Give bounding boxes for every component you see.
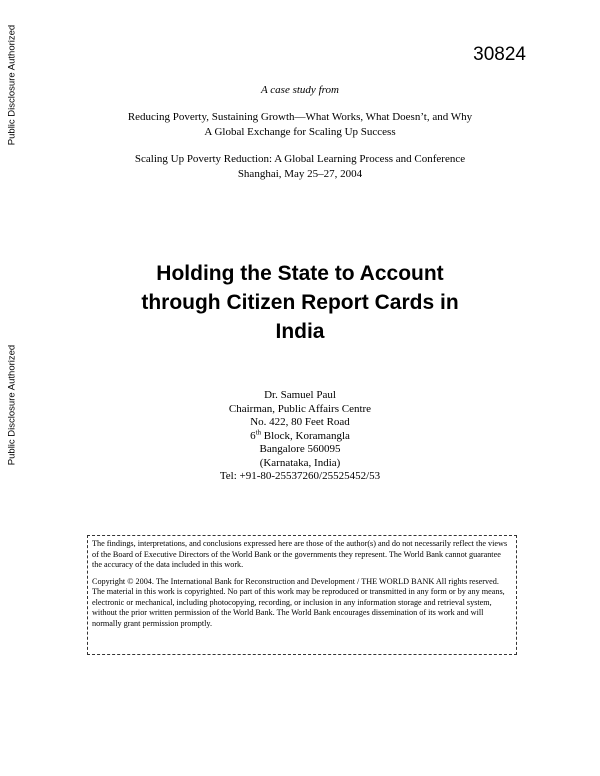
author-region: (Karnataka, India)	[259, 456, 341, 469]
title-line: Holding the State to Account	[156, 262, 444, 285]
title-line: through Citizen Report Cards in	[141, 291, 459, 314]
block-number: 6	[250, 429, 256, 442]
disclaimer-box	[87, 535, 517, 655]
document-number: 30824	[473, 44, 526, 65]
block-name: Block, Koramangla	[261, 429, 350, 442]
series-line: A Global Exchange for Scaling Up Success	[204, 126, 396, 138]
disclaimer-findings: The findings, interpretations, and conclusions expressed here are those of the author(s) and do not necessarily reflect the views of the Board of Executive Directors of the World Bank or the governments they represent. The World Bank cannot guarantee the accuracy of the data included in this work.	[92, 539, 508, 569]
conference-info	[0, 152, 600, 182]
title-line: India	[275, 320, 325, 343]
conference-line: Shanghai, May 25–27, 2004	[237, 168, 363, 180]
block-suffix: th	[255, 427, 262, 436]
series-line: Reducing Poverty, Sustaining Growth—What Works, What Doesn’t, and Why	[127, 111, 473, 123]
author-telephone: Tel: +91-80-25537260/25525452/53	[219, 470, 381, 482]
disclosure-stamp-text: Public Disclosure Authorized	[6, 344, 18, 466]
author-block	[0, 389, 600, 484]
author-city: Bangalore 560095	[259, 443, 341, 455]
document-title	[0, 259, 600, 346]
author-block-line	[0, 427, 600, 444]
disclaimer-copyright: Copyright © 2004. The International Bank for Reconstruction and Development / THE WORLD BANK All rights reserved. The material in this work is copyrighted. No part of this work may be reproduced or transmitted in any form or by any means, electronic or mechanical, including photocopying, recording, or inclusion in any information storage and retrieval system, without the prior written permission of the World Bank. The World Bank encourages dissemination of its work and will normally grant permission promptly.	[92, 576, 505, 628]
case-study-label: A case study from	[261, 84, 339, 96]
author-address: No. 422, 80 Feet Road	[250, 416, 350, 428]
author-name: Dr. Samuel Paul	[264, 389, 336, 401]
author-position: Chairman, Public Affairs Centre	[228, 402, 372, 415]
disclosure-stamp-text: Public Disclosure Authorized	[6, 24, 18, 146]
series-title	[0, 110, 600, 140]
conference-line: Scaling Up Poverty Reduction: A Global Learning Process and Conference	[134, 153, 466, 165]
